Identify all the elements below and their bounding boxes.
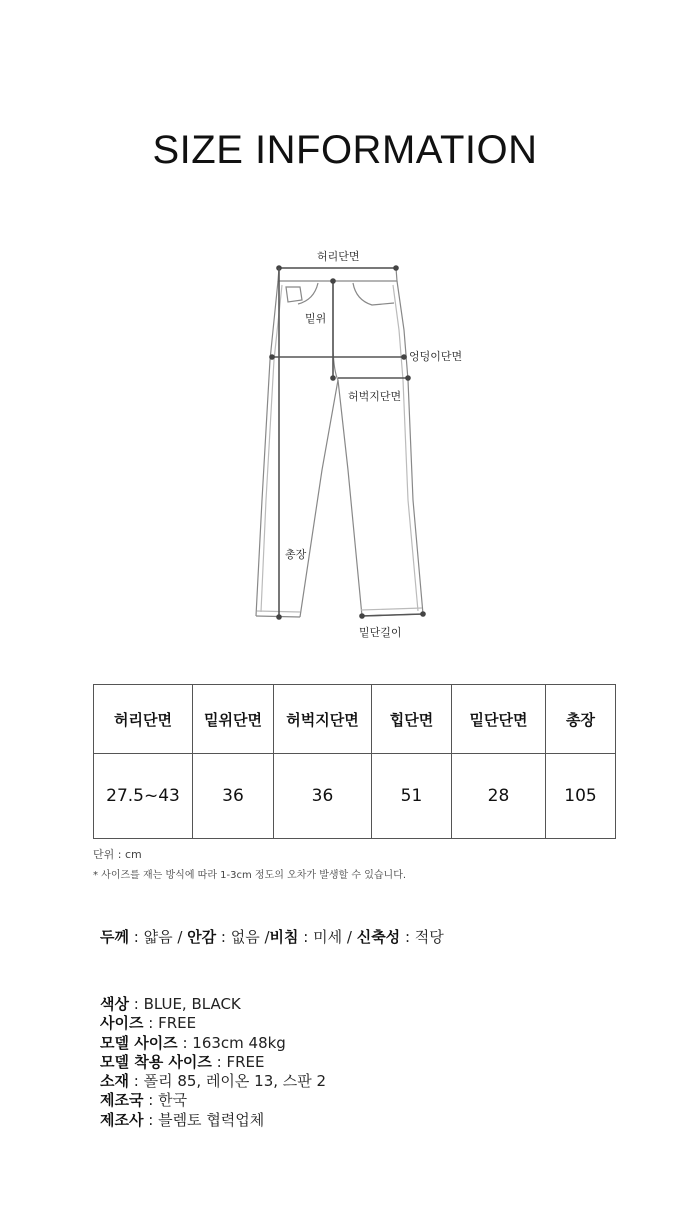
label-hip: 엉덩이단면 [409, 350, 463, 363]
header-length: 총장 [546, 685, 616, 754]
label-hem: 밑단길이 [359, 626, 402, 639]
header-waist: 허리단면 [94, 685, 193, 754]
spec-material [100, 1072, 326, 1091]
table-header-row [94, 685, 616, 754]
stretch-value: : 적당 [400, 928, 444, 946]
value-hip: 51 [372, 754, 452, 839]
product-specs [100, 995, 326, 1130]
label-length: 총장 [285, 548, 307, 561]
lining-label: 안감 [187, 928, 217, 946]
label-waist: 허리단면 [317, 250, 360, 263]
size-table [93, 684, 616, 839]
lining-value: : 없음 / [216, 928, 270, 946]
measure-note: * 사이즈를 재는 방식에 따라 1-3cm 정도의 오차가 발생할 수 있습니다. [93, 870, 407, 881]
value-length: 105 [546, 754, 616, 839]
spec-model-size [100, 1034, 326, 1053]
spec-label: 모델 사이즈 [100, 1033, 178, 1052]
spec-value: : BLUE, BLACK [128, 995, 241, 1013]
spec-size [100, 1014, 326, 1033]
spec-value: : 블렘토 협력업체 [143, 1110, 265, 1129]
page-title: SIZE INFORMATION [152, 128, 538, 172]
sheer-value: : 미세 / [298, 928, 357, 946]
value-hem: 28 [452, 754, 546, 839]
table-row [94, 754, 616, 839]
sheer-label: 비침 [269, 928, 299, 946]
value-rise: 36 [193, 754, 274, 839]
header-hem: 밑단단면 [452, 685, 546, 754]
spec-model-wear-size [100, 1053, 326, 1072]
spec-color [100, 995, 326, 1014]
value-thigh: 36 [274, 754, 372, 839]
header-rise: 밑위단면 [193, 685, 274, 754]
header-hip: 힙단면 [372, 685, 452, 754]
fabric-info [100, 926, 444, 947]
value-waist: 27.5~43 [94, 754, 193, 839]
spec-label: 사이즈 [100, 1014, 144, 1033]
label-rise: 밑위 [305, 312, 327, 325]
spec-origin [100, 1091, 326, 1110]
spec-label: 색상 [100, 995, 129, 1013]
thickness-value: : 얇음 / [128, 928, 188, 946]
header-thigh: 허벅지단면 [274, 685, 372, 754]
label-thigh: 허벅지단면 [348, 390, 402, 403]
spec-value: : 한국 [143, 1091, 188, 1110]
spec-label: 제조국 [100, 1091, 144, 1110]
spec-label: 모델 착용 사이즈 [100, 1052, 212, 1071]
pants-outline [256, 268, 423, 617]
spec-value: : 163cm 48kg [177, 1033, 286, 1052]
spec-value: : 폴리 85, 레이온 13, 스판 2 [128, 1072, 327, 1091]
spec-value: : FREE [143, 1014, 197, 1033]
unit-note: 단위 : cm [93, 848, 142, 861]
spec-label: 제조사 [100, 1110, 144, 1129]
thickness-label: 두께 [100, 928, 129, 946]
stretch-label: 신축성 [356, 928, 401, 946]
spec-manufacturer [100, 1111, 326, 1130]
spec-value: : FREE [211, 1052, 265, 1071]
spec-label: 소재 [100, 1072, 129, 1091]
